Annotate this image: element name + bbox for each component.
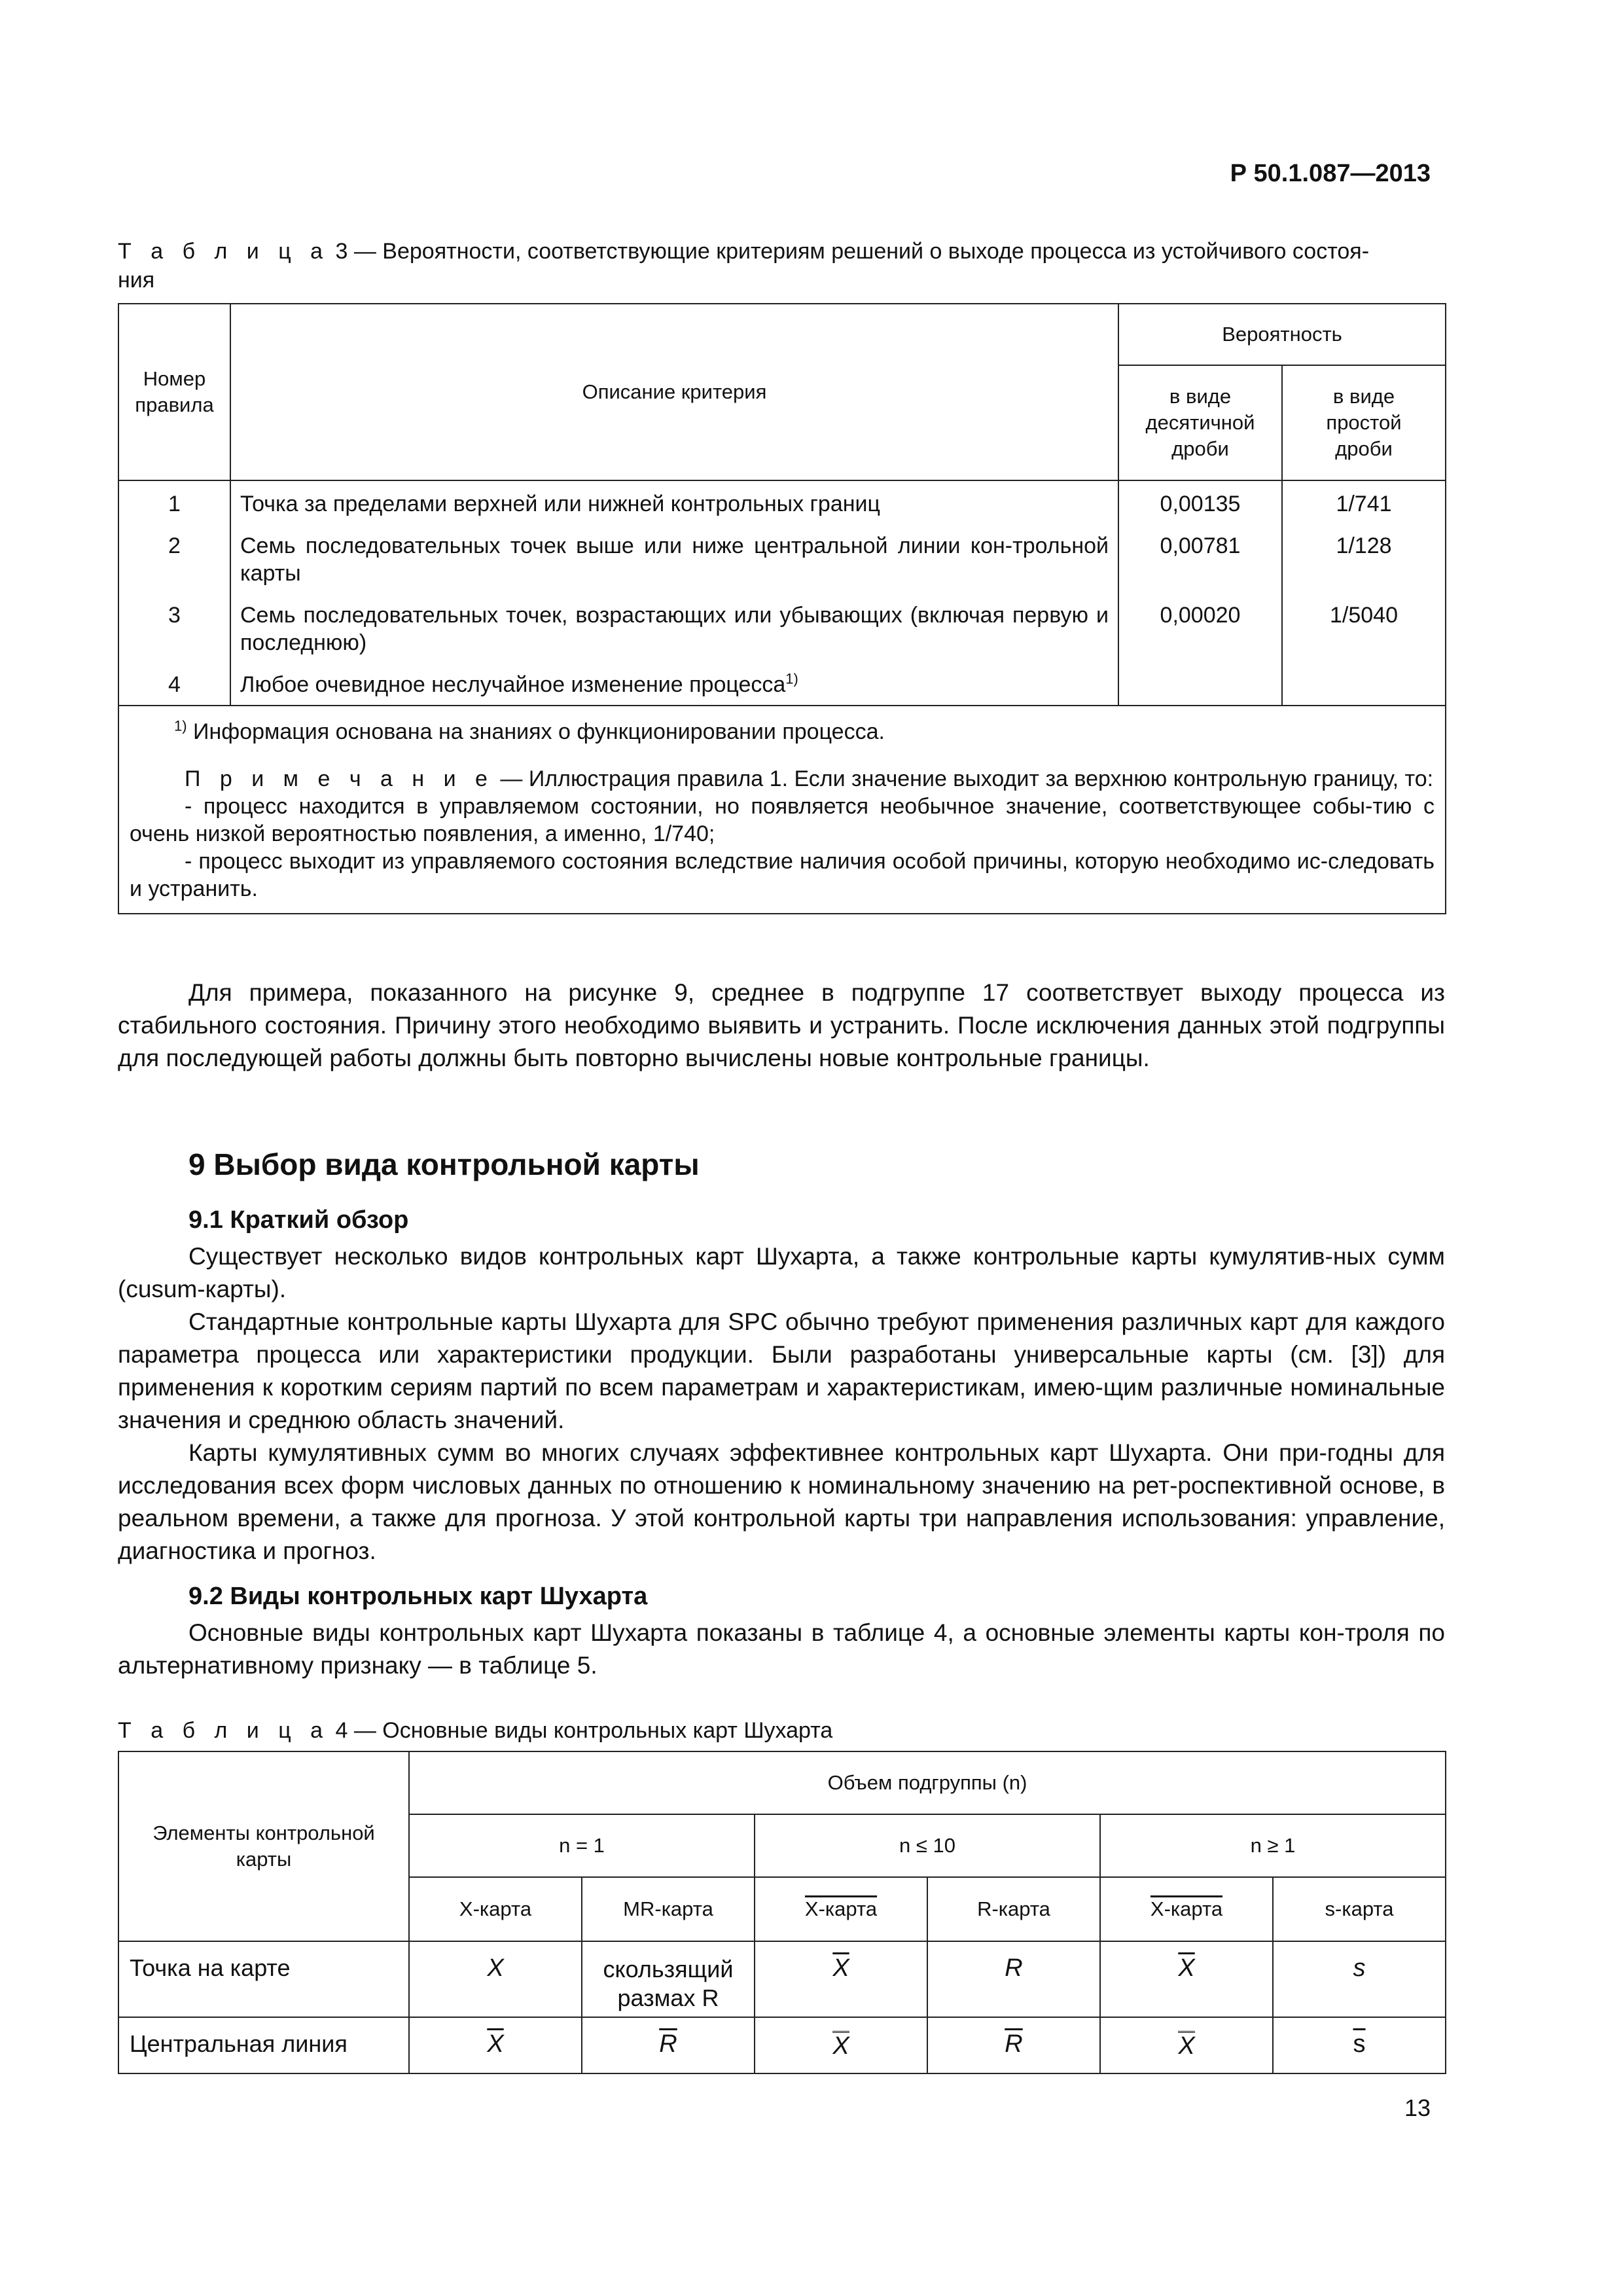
table-row — [118, 2017, 1446, 2073]
row-fraction: 1/128 — [1282, 523, 1446, 592]
row-label: Центральная линия — [118, 2017, 409, 2073]
header-subgroup: Объем подгруппы (n) — [409, 1751, 1446, 1814]
row-description: Семь последовательных точек выше или ниже центральной линии кон-трольной карты — [230, 523, 1118, 592]
header-elements: Элементы контрольной карты — [118, 1751, 409, 1941]
subsection-heading: 9.2 Виды контрольных карт Шухарта — [188, 1583, 648, 1610]
header-description: Описание критерия — [230, 304, 1118, 480]
header-chart: X-карта — [1100, 1877, 1273, 1941]
cell-value: скользящий размах R — [582, 1941, 755, 2017]
header-chart: X-карта — [755, 1877, 927, 1941]
cell-value: $\overline{X}$ — [1100, 1941, 1273, 2017]
paragraph — [118, 1240, 1445, 1568]
double-bar-symbol: X — [832, 2032, 849, 2060]
table3-caption-label: Т а б л и ц а — [118, 239, 330, 264]
row-fraction — [1282, 662, 1446, 706]
paragraph — [118, 1617, 1445, 1682]
row-number: 2 — [118, 523, 230, 592]
footnote-marker: 1) — [174, 717, 187, 734]
note-label: П р и м е ч а н и е — [185, 766, 494, 791]
page-number: 13 — [1404, 2094, 1431, 2121]
cell-value: $\overline{R}$ — [582, 2017, 755, 2073]
cell-value: X — [409, 1941, 582, 2017]
row-fraction: 1/741 — [1282, 480, 1446, 523]
row-description-text: Любое очевидное неслучайное изменение процесса — [240, 672, 786, 697]
header-chart: s-карта — [1273, 1877, 1446, 1941]
table3-caption-cont: ния — [118, 268, 155, 293]
header-group: n ≤ 10 — [755, 1814, 1100, 1877]
note — [130, 765, 1435, 793]
row-decimal: 0,00781 — [1118, 523, 1282, 592]
row-description: Точка за пределами верхней или нижней контрольных границ — [230, 480, 1118, 523]
footnote-text: Информация основана на знаниях о функционировании процесса. — [193, 719, 885, 744]
cell-value — [1100, 2017, 1273, 2073]
paragraph-text: Для примера, показанного на рисунке 9, среднее в подгруппе 17 соответствует выходу процесса из стабильного состояния. Причину этого необходимо выявить и устранить. После исключения данных этой подгруппы для последующей работы должны быть повторно вычислены новые контрольные границы. — [118, 979, 1445, 1071]
table-row — [118, 592, 1446, 662]
double-bar-symbol: X — [1178, 2032, 1195, 2060]
header-decimal: в виде десятичной дроби — [1118, 365, 1282, 480]
table3-caption-text: 3 — Вероятности, соответствующие критериям решений о выходе процесса из устойчивого состоя- — [335, 239, 1370, 264]
note-item: - процесс выходит из управляемого состояния вследствие наличия особой причины, которую необходимо ис-следовать и устранить. — [130, 849, 1435, 901]
footnote — [130, 718, 1435, 745]
row-fraction: 1/5040 — [1282, 592, 1446, 662]
note-text: — Иллюстрация правила 1. Если значение выходит за верхнюю контрольную границу, то: — [500, 766, 1434, 791]
table-row — [118, 480, 1446, 523]
table4-caption — [118, 1716, 1440, 1745]
header-probability: Вероятность — [1118, 304, 1446, 365]
section-heading: 9 Выбор вида контрольной карты — [188, 1147, 700, 1181]
table-row — [118, 1941, 1446, 2017]
header-group: n = 1 — [409, 1814, 755, 1877]
row-label: Точка на карте — [118, 1941, 409, 2017]
table3-notes — [118, 706, 1446, 914]
cell-value — [755, 2017, 927, 2073]
footnote-ref: 1) — [785, 670, 798, 687]
cell-value: R — [927, 1941, 1100, 2017]
row-description: Семь последовательных точек, возрастающих или убывающих (включая первую и последнюю) — [230, 592, 1118, 662]
paragraph-text: Существует несколько видов контрольных карт Шухарта, а также контрольные карты кумулятив-ных сумм (cusum-карты). — [118, 1243, 1445, 1302]
cell-value: s — [1273, 1941, 1446, 2017]
cell-value: $\overline{X}$ — [409, 2017, 582, 2073]
paragraph-text: Основные виды контрольных карт Шухарта показаны в таблице 4, а основные элементы карты кон-троля по альтернативному признаку — в таблице 5. — [118, 1619, 1445, 1679]
row-description — [230, 662, 1118, 706]
row-number: 4 — [118, 662, 230, 706]
header-chart: R-карта — [927, 1877, 1100, 1941]
subsection-heading: 9.1 Краткий обзор — [188, 1206, 409, 1234]
table3-caption — [118, 237, 1440, 295]
row-number: 1 — [118, 480, 230, 523]
header-group: n ≥ 1 — [1100, 1814, 1446, 1877]
paragraph-text: Стандартные контрольные карты Шухарта для SPC обычно требуют применения различных карт для каждого параметра процесса или характеристики продукции. Были разработаны универсальные карты (см. [3]) для применения к коротким сериям партий по всем параметрам и характеристикам, имею-щим различные номинальные значения и среднюю область значений. — [118, 1308, 1445, 1433]
header-simple: в виде простой дроби — [1282, 365, 1446, 480]
header-rule-number: Номер правила — [118, 304, 230, 480]
paragraph — [118, 977, 1445, 1075]
header-chart: MR-карта — [582, 1877, 755, 1941]
table4-caption-text: 4 — Основные виды контрольных карт Шухарта — [335, 1718, 833, 1743]
document-code: Р 50.1.087—2013 — [1230, 160, 1431, 187]
cell-value: $\overline{R}$ — [927, 2017, 1100, 2073]
table-row — [118, 662, 1446, 706]
table-row — [118, 523, 1446, 592]
cell-value: $\overline{s}$ — [1273, 2017, 1446, 2073]
row-decimal: 0,00020 — [1118, 592, 1282, 662]
row-decimal: 0,00135 — [1118, 480, 1282, 523]
shewhart-chart-types-table — [118, 1751, 1446, 2074]
probability-table — [118, 303, 1446, 914]
row-number: 3 — [118, 592, 230, 662]
cell-value: $\overline{X}$ — [755, 1941, 927, 2017]
row-decimal — [1118, 662, 1282, 706]
header-chart: X-карта — [409, 1877, 582, 1941]
table4-caption-label: Т а б л и ц а — [118, 1718, 330, 1743]
paragraph-text: Карты кумулятивных сумм во многих случаях эффективнее контрольных карт Шухарта. Они при-годны для исследования всех форм числовых данных по отношению к номинальному значению на рет-роспективной основе, в реальном времени, а также для прогноза. У этой контрольной карты три направления использования: управление, диагностика и прогноз. — [118, 1439, 1445, 1564]
note-item: - процесс находится в управляемом состоянии, но появляется необычное значение, соответствующее собы-тию с очень низкой вероятностью появления, а именно, 1/740; — [130, 794, 1435, 846]
